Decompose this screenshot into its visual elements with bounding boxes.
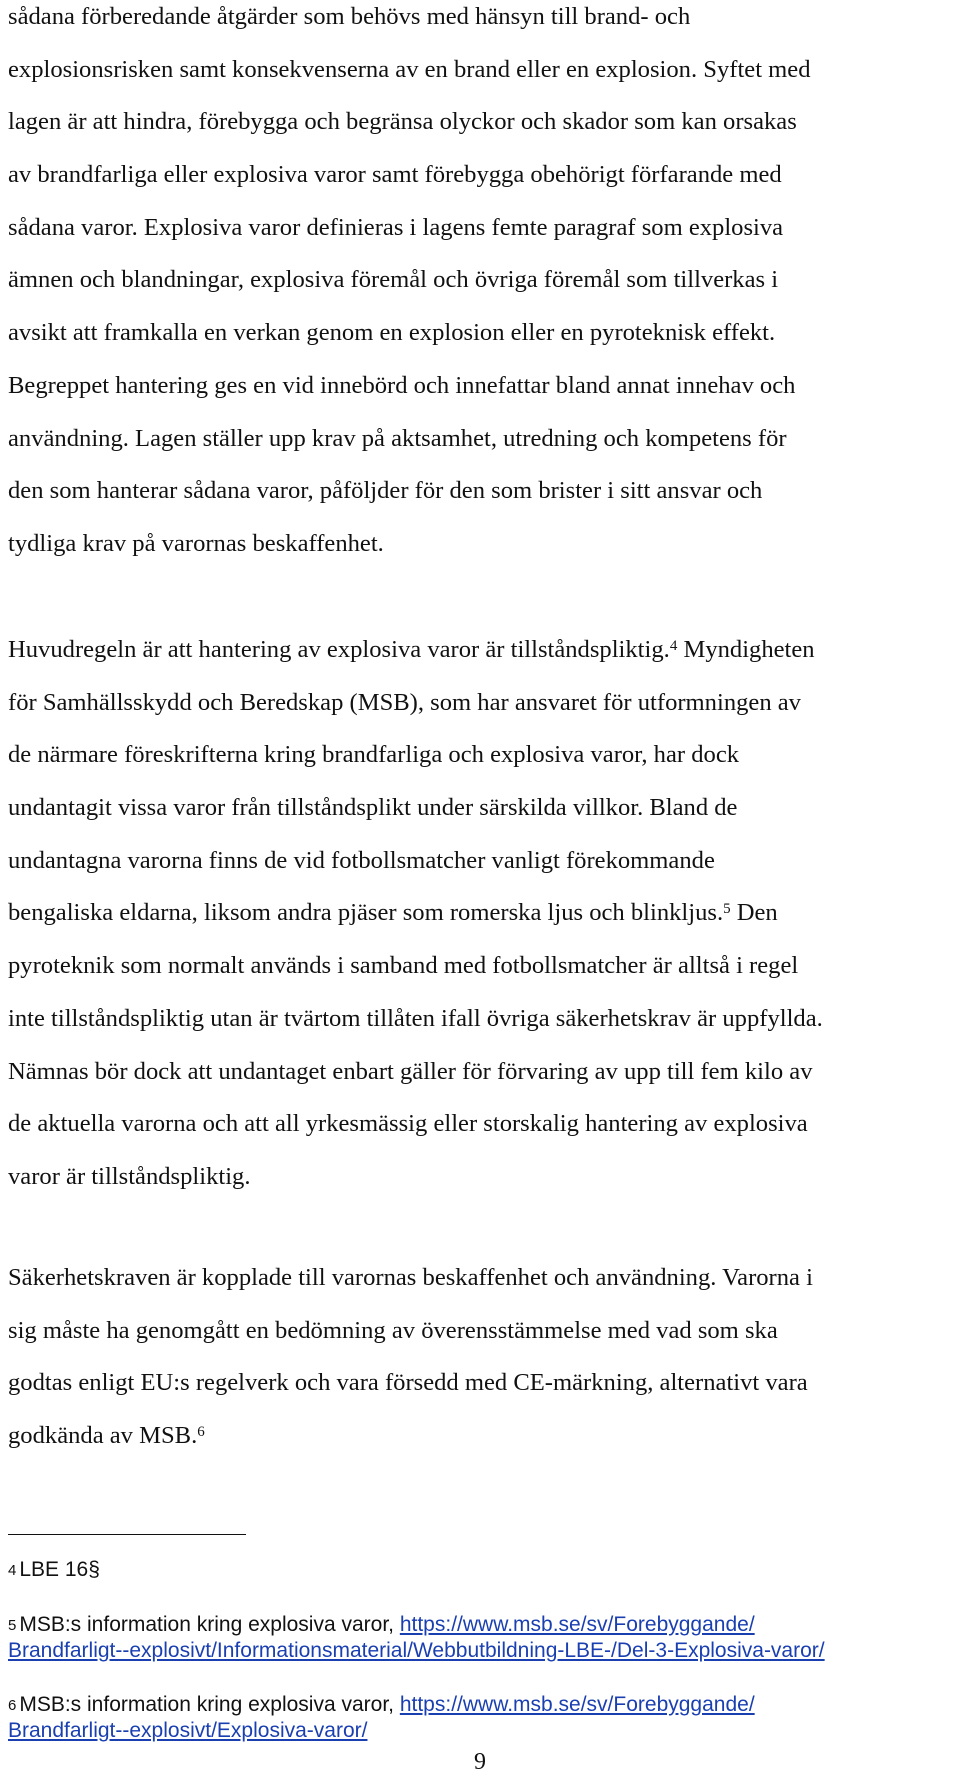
paragraph-line: de aktuella varorna och att all yrkesmässig eller storskalig hantering av explosiva [8, 1110, 808, 1138]
footnote-link[interactable]: Brandfarligt--explosivt/Explosiva-varor/ [8, 1719, 368, 1742]
body-paragraph-1 [8, 0, 952, 571]
paragraph-line: de närmare föreskrifterna kring brandfarliga och explosiva varor, har dock [8, 741, 740, 769]
paragraph-line: undantagit vissa varor från tillståndsplikt under särskilda villkor. Bland de [8, 794, 738, 822]
paragraph-line: för Samhällsskydd och Beredskap (MSB), som har ansvaret för utformningen av [8, 688, 801, 716]
paragraph-line: Nämnas bör dock att undantaget enbart gäller för förvaring av upp till fem kilo av [8, 1057, 813, 1085]
paragraph-line: ämnen och blandningar, explosiva föremål och övriga föremål som tillverkas i [8, 266, 779, 294]
paragraph-line: sådana varor. Explosiva varor definieras i lagens femte paragraf som explosiva [8, 213, 784, 241]
line-text: Huvudregeln är att hantering av explosiva varor är tillståndspliktig. [8, 636, 670, 663]
footnote-link[interactable]: https://www.msb.se/sv/Forebyggande/ [399, 1613, 755, 1636]
paragraph-line: användning. Lagen ställer upp krav på aktsamhet, utredning och kompetens för [8, 424, 787, 452]
footnote-separator [8, 1534, 246, 1535]
footnote-line [8, 1692, 952, 1718]
paragraph-line: godtas enligt EU:s regelverk och vara försedd med CE-märkning, alternativt vara [8, 1369, 808, 1397]
paragraph-line: sådana förberedande åtgärder som behövs med hänsyn till brand- och [8, 3, 691, 30]
paragraph-line: sig måste ha genomgått en bedömning av överensstämmelse med vad som ska [8, 1316, 778, 1344]
paragraph-line: av brandfarliga eller explosiva varor samt förebygga obehörigt förfarande med [8, 161, 782, 189]
body-paragraph-3 [8, 1252, 952, 1463]
paragraph-line: inte tillståndspliktig utan är tvärtom tillåten ifall övriga säkerhetskrav är uppfyllda. [8, 1004, 823, 1032]
footnote-reference[interactable]: 4 [669, 638, 678, 654]
body-paragraph-2 [8, 624, 952, 1204]
footnote-text: MSB:s information kring explosiva varor, [19, 1613, 400, 1636]
footnote-link[interactable]: https://www.msb.se/sv/Forebyggande/ [399, 1693, 755, 1716]
paragraph-line: avsikt att framkalla en verkan genom en explosion eller en pyroteknisk effekt. [8, 319, 776, 347]
page-number: 9 [474, 1749, 486, 1775]
footnote-text: MSB:s information kring explosiva varor, [19, 1693, 400, 1716]
paragraph-line: Säkerhetskraven är kopplade till varornas beskaffenhet och användning. Varorna i [8, 1264, 813, 1291]
footnote-4 [8, 1557, 952, 1583]
paragraph-line [8, 624, 952, 677]
paragraph-line: den som hanterar sådana varor, påföljder för den som brister i sitt ansvar och [8, 477, 763, 505]
footnote-line [8, 1718, 952, 1744]
paragraph-line: undantagna varorna finns de vid fotbollsmatcher vanligt förekommande [8, 846, 715, 874]
footnote-line [8, 1612, 952, 1638]
line-text: Den [730, 899, 778, 927]
paragraph-line: Begreppet hantering ges en vid innebörd och innefattar bland annat innehav och [8, 371, 796, 399]
footnote-number: 6 [8, 1697, 17, 1714]
paragraph-line: explosionsrisken samt konsekvenserna av en brand eller en explosion. Syftet med [8, 55, 811, 83]
footnote-text: LBE 16§ [19, 1558, 100, 1581]
paragraph-line: lagen är att hindra, förebygga och begränsa olyckor och skador som kan orsakas [8, 108, 797, 136]
footnote-reference[interactable]: 5 [723, 901, 731, 918]
footnote-number: 5 [8, 1617, 17, 1634]
footnote-link[interactable]: Brandfarligt--explosivt/Informationsmaterial/Webbutbildning-LBE-/Del-3-Explosiva-varor/ [8, 1639, 825, 1662]
footnote-number: 4 [8, 1562, 17, 1579]
footnote-line [8, 1638, 952, 1664]
paragraph-line: varor är tillståndspliktig. [8, 1162, 251, 1190]
paragraph-line: tydliga krav på varornas beskaffenhet. [8, 529, 384, 557]
paragraph-line [8, 887, 952, 940]
footnote-reference[interactable]: 6 [197, 1424, 205, 1441]
line-text: bengaliska eldarna, liksom andra pjäser som romerska ljus och blinkljus. [8, 899, 724, 927]
paragraph-line: pyroteknik som normalt används i samband med fotbollsmatcher är alltså i regel [8, 952, 799, 980]
paragraph-line [8, 1410, 952, 1463]
footnote-5 [8, 1612, 952, 1664]
line-text: godkända av MSB. [8, 1422, 198, 1450]
footnote-6 [8, 1692, 952, 1744]
line-text: Myndigheten [677, 636, 815, 663]
